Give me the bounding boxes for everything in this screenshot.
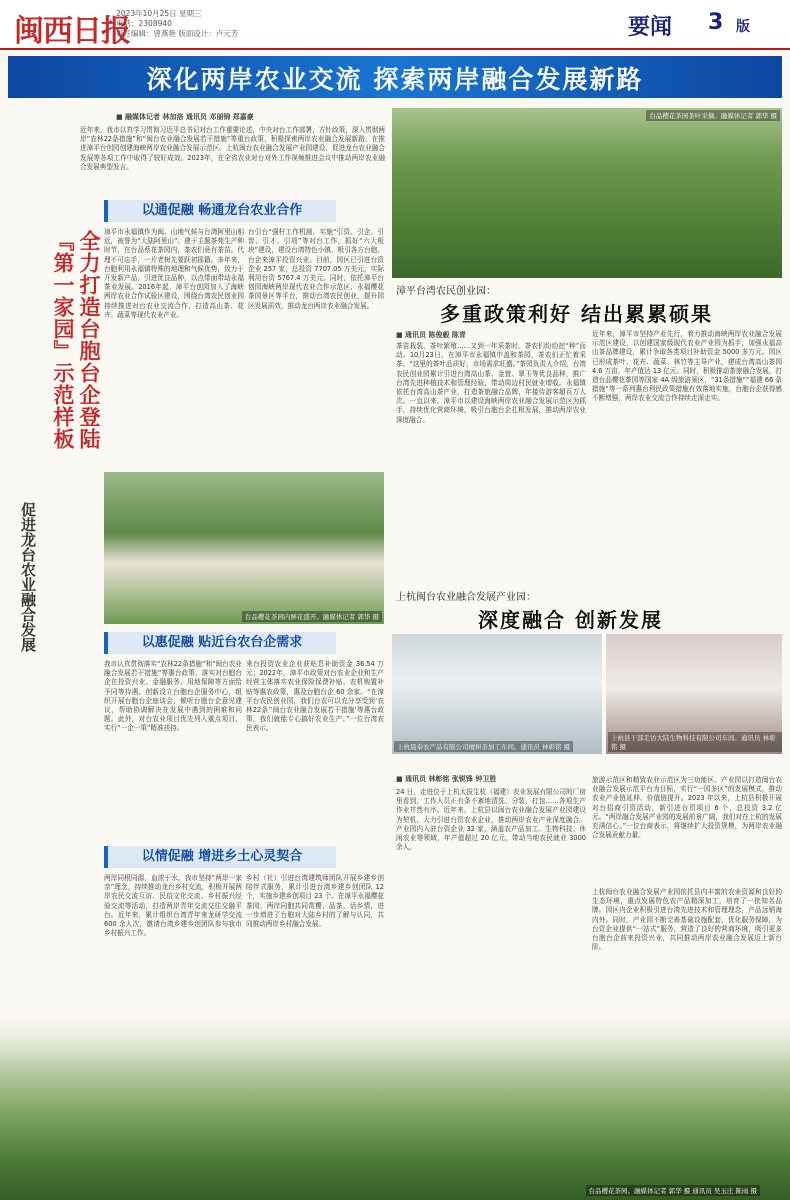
headline-banner [8,56,782,98]
section3-col1: 两岸同根同源，血浓于水。我市坚持“两岸一家亲”理念，持续推动龙台乡村交流，积极开展两岸农民交流互访、民俗文化交流、乡村振兴经验交流等活动，打造两岸青年交流交往交融平台。近年来，累计组织台湾青年来龙研学交流 600 余人次，邀请台湾乡建乡创团队参与我市乡村振兴工作。 [104,874,242,938]
section2-header: 以惠促融 贴近台农台企需求 [104,632,336,654]
issue-phone: 电话：2308940 [116,19,172,28]
flower-garden-caption: 台品樱花茶园内鲜花盛开。融媒体记者 郭华 摄 [242,611,382,622]
bottom-panorama-photo [0,1010,790,1200]
shanghang-kicker: 上杭闽台农业融合发展产业园： [396,592,536,603]
newspaper-logo: 闽西日报 [14,14,130,49]
tea-plantation-photo [392,108,782,278]
flower-garden-photo [104,472,384,624]
factory-workshop-caption: 上杭晨泰农产品有限公司檀树茶加工车间。通讯员 林彰铭 摄 [394,741,573,752]
shanghang-col2: 旅游示范区和精致农业示范区为三功能区。产业园以打造闽台农业融合发展示范平台为目标，实行“一园多区”的发展模式，推动农业产业链延伸、价值链提升。2023 年以来，上杭县积极开展对台招商引资活动，新引进台资项目 6 个，总投资 3.2 亿元。“两岸融合发展产业园的发展前景广阔，我们对在上杭的发展充满信心。”一位台商表示，将继续扩大投资规模，为两岸农业融合发展贡献力量。 [592,776,782,840]
bottom-panorama-caption: 台品樱花茶园。融媒体记者 郭华 摄 通讯员 吴玉庄 陈雨 摄 [586,1185,760,1196]
photo-fade [0,1010,790,1060]
section2-col2: 来台投资农业企业获贴息补助资金 36.54 万元；2022年，漳平市政策对台农业企业和生产经营主体落实农业保险保费补贴、农机购置补贴等惠农政策，惠及台胞台企 60 余家。“在漳平台农民创业园，我们台农可以充分享受到‘农林22条’‘闽台农业融合发展若干措施’等惠台政策，我们就能专心搞好农业生产。”一位台湾农民表示。 [246,660,384,733]
zhangping-col1: 茶苗栽装，茶叶繁殖……又到一年采茶时，茶农们纷纷挖“种”而动。10月23日，在漳平市永福镇中盖和茶园，茶农们正忙着采茶。“这里的茶叶品质好，市场需求旺盛。”茶园负责人介绍，台湾农民创业园累计引进台湾高山茶、金萱、翠玉等优良品种，推广台湾先进种植技术和管理经验，带动周边村民就业增收。永福镇依托台湾高山茶产业，打造茶旅融合品牌，年接待游客超百万人次。一直以来，漳平市以建设海峡两岸农业融合发展示范区为抓手，持续优化营商环境，吸引台胞台企扎根发展，推动两岸农业深度融合。 [396,342,586,424]
sub-vertical-title: 促进龙台农业融合发展 [19,502,37,652]
section1-col1: 漳平市永福镇作为闽、山地气候与台湾阿里山相近，被誉为“大陆阿里山”。建于主题茶苑生产种时节，在台品蔡花茶园内，茶农们竟有茶苗。代理不可忘手，一片老树先要跃初摇籍。多年来，台胞利用永福镇特殊的地理和气候优势，致力于开发新产品，引进优良品种，以点带面带动永福茶业发展。2016年起，漳平台创园加入了海峡两岸农业合作试验区建设，围绕台湾农民创业园持续推进对台农业交流合作，打造高山茶、花卉、蔬菜等现代农业产业。 [104,228,244,319]
banner-title: 深化两岸农业交流 探索两岸融合发展新路 [146,65,644,94]
section-name: 要闻 [628,14,673,40]
section1-header: 以通促融 畅通龙台农业合作 [104,200,336,222]
zhangping-kicker: 漳平台湾农民创业园： [396,286,496,297]
officials-visit-photo [606,634,782,754]
zhangping-byline: ■ 通讯员 陈俊毅 陈青 [396,331,466,339]
section1-col2: 台引台“强杆工作机制，实施“引资、引企、引智、引才、引项”等对台工作，抓好“六大板块”建设，建设台湾特色小镇，吸引各方台胞、台企来漳平投资兴业。目前，园区已引进台资企业 257 家，总投资 7707.05 万美元，实际利用台资 5767.4 万美元。同时，依托漳平台创园海峡两岸现代农业合作示范区、永福樱花茶园景区等平台，推动台湾农民创业，提升园区发展质效，推动龙台两岸农业融合发展。 [248,228,384,310]
section2-col1: 我市认真贯彻落实“农林22条措施”和“闽台农业融合发展若干措施”等惠台政策，落实对台胞台企在投资兴业、金融服务、用地保障等方面给予同等待遇。创新设立台胞台企服务中心，组织开展台胞台企座谈会，倾听台胞台企意见建议，帮助协调解决在发展中遇到的困难和问题。此外，对台农业项目优先列入重点项目，实行“一企一策”精准扶持。 [104,660,242,733]
issue-editors: 责任编辑：曾燕艳 版面设计：卢元芳 [116,29,239,38]
officials-visit-caption: 上杭县干部走访大陆生物科技有限公司车间。通讯员 林彰铭 摄 [608,732,782,752]
page-label: 版 [736,19,750,35]
section3-header: 以情促融 增进乡土心灵契合 [104,846,336,868]
factory-workshop-photo [392,634,602,754]
zhangping-col2: 近年来，漳平市坚持产业先行，着力推动海峡两岸农业融合发展示范区建设，以创建国家级现代农业产业园为抓手，加强永福高山茶品牌建设，累计争取各类项目补助资金 5000 多万元。园区已形成茶叶、花卉、蔬菜、林竹等主导产业，建成台湾高山茶园 4.6 万亩，年产值达 13 亿元。同时，积极推动茶旅融合发展，打造台品樱花茶园等国家 4A 级旅游景区，“31条措施”“福建 66 条措施”等一系列惠台利民政策措施有效落地实施，台胞台企获得感不断增强，两岸农业交流合作持续走深走实。 [592,330,782,403]
issue-date: 2023年10月25日 星期三 [116,9,202,18]
page-number: 3 [708,10,724,35]
section3-col2: 乡村（社）引进台湾建筑师团队开展乡建乡创陪伴式服务，累计引进台湾乡建乡创团队 12 个，实施乡建乡创项目 23 个。在漳平永福樱花茶园，两岸同胞共同赏樱、品茶、话乡情，进一步增进了台胞对大陆乡村的了解与认同，共同推动两岸乡村融合发展。 [246,874,384,929]
shanghang-col3: 上杭闽台农业融合发展产业园依托县内丰富的农业资源和良好的生态环境，重点发展特色农产品精深加工，培育了一批知名品牌。园区内企业积极引进台湾先进技术和管理理念，产品远销海内外。同时，产业园不断完善基础设施配套，优化服务保障，为台资企业提供“一站式”服务，营造了良好的营商环境，吸引更多台胞台企前来投资兴业，共同推动两岸农业融合发展迈上新台阶。 [592,888,782,952]
zhangping-headline: 多重政策利好 结出累累硕果 [440,302,713,326]
intro-byline: ■ 融媒体记者 林加洛 通讯员 邓丽锦 郑嘉豪 [116,113,254,121]
tea-plantation-caption: 台品樱花茶园茶叶采摘。融媒体记者 郭华 摄 [646,110,780,121]
shanghang-col1: 24 日，走进位于上杭太拔生杭（福建）农业发展有限公司的厂房里看到，工作人员正有条不紊地清洗、分装、打包……各项生产作业井然有序。近年来，上杭县以闽台农业融合发展产业园建设为契机，大力引进台资农业企业，推动两岸农业产业深度融合。产业园内入驻台资企业 32 家，涵盖农产品加工、生物科技、休闲农业等领域，年产值超过 20 亿元，带动当地农民就业 3000 余人。 [396,788,586,852]
intro-body: 近年来，我市以真学习贯彻习近平总书记对台工作重要论述，中央对台工作部署，方针政策，深入贯彻两岸“农林22条措施”和“闽台农业融合发展若干措施”等重台政策，积极探索两岸农业融合发展新路，在推进漳平台创园创建海峡两岸农业融合发展示范区、上杭闽台农业融合发展产业园建设、促进龙台农业融合发展等各项工作中取得了较好成效。2023年，在全省农业对台对外工作视频推进会议中推动两岸农业融合发展典型发言。 [80,126,385,171]
issue-meta [116,9,238,39]
shanghang-byline: ■ 通讯员 林彰铭 张锐锋 钟卫胜 [396,775,497,783]
main-vertical-title: 全力打造台胞台企登陆『第一家园』示范样板 [51,230,102,450]
shanghang-headline: 深度融合 创新发展 [478,608,663,632]
